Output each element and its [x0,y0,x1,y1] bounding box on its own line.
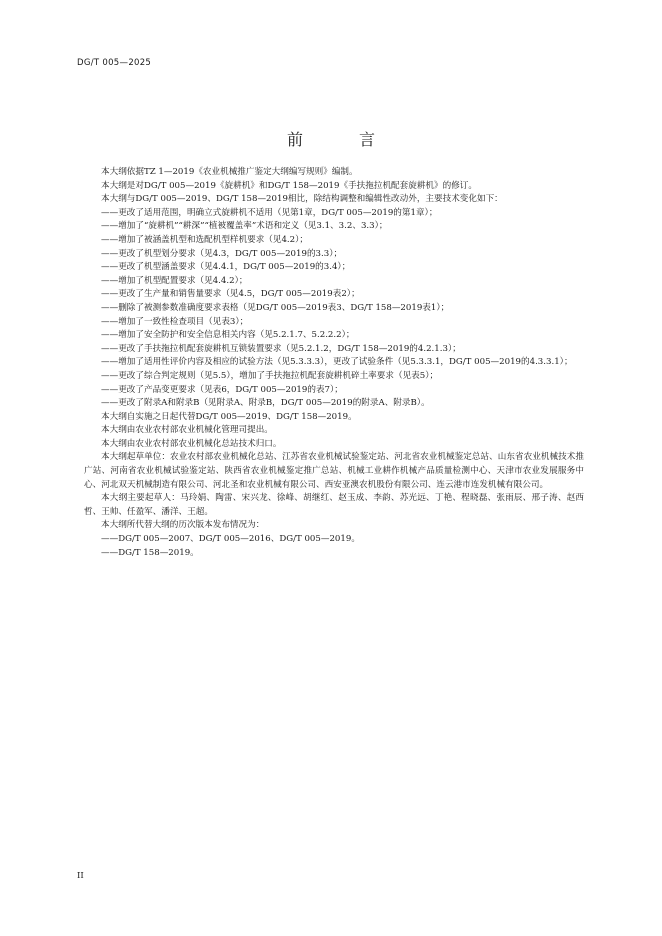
change-list-item: ——更改了产品变更要求（见表6，DG/T 005—2019的表7）； [101,384,343,395]
change-list-item: ——增加了一致性检查项目（见表3）； [101,316,249,327]
foreword-paragraph: 本大纲由农业农村部农业机械化管理司提出。 [101,425,273,436]
foreword-paragraph: 本大纲依据TZ 1—2019《农业机械推广鉴定大纲编写规则》编制。 [101,167,358,177]
change-list-item: ——增加了“旋耕机”“耕深”“植被覆盖率”术语和定义（见3.1、3.2、3.3）； [101,221,388,232]
foreword-paragraph: 本大纲自实施之日起代替DG/T 005—2019、DG/T 158—2019。 [101,411,357,422]
change-list-item: ——更改了手扶拖拉机配套旋耕机互锁装置要求（见5.2.1.2，DG/T 158—2019的4.2.1.3）； [101,343,461,354]
change-list-item: ——更改了适用范围，明确立式旋耕机不适用（见第1章，DG/T 005—2019的第1章）； [101,207,438,218]
change-list-item: ——更改了机型划分要求（见4.3，DG/T 005—2019的3.3）； [101,248,343,259]
change-list-item: ——增加了机型配置要求（见4.4.2）； [101,275,248,286]
change-list-item: ——DG/T 158—2019。 [101,547,199,558]
change-list-item: ——增加了适用性评价内容及相应的试验方法（见5.3.3.3），更改了试验条件（见5.3.3.1，DG/T 005—2019的4.3.3.1）； [101,357,573,368]
foreword-body [84,166,584,560]
change-list-item: ——更改了机型涵盖要求（见4.4.1，DG/T 005—2019的3.4）； [101,262,351,273]
change-list-item: ——删除了被测参数准确度要求表格（见DG/T 005—2019表3、DG/T 158—2019表1）； [101,302,450,313]
change-list-item: ——增加了安全防护和安全信息相关内容（见5.2.1.7、5.2.2.2）； [101,330,355,341]
change-list-item: ——更改了综合判定规则（见5.5），增加了手扶拖拉机配套旋耕机碎土率要求（见表5）； [101,370,439,381]
change-list-item: ——DG/T 005—2007、DG/T 005—2016、DG/T 005—2019。 [101,534,360,545]
foreword-paragraph: 本大纲主要起草人：马玲娟、陶雷、宋兴龙、徐峰、胡继红、赵玉成、李韵、苏光远、丁艳、程晓磊、张雨辰、邢子涛、赵西哲、王帅、任盈军、潘洋、王超。 [84,493,584,517]
foreword-paragraph: 本大纲起草单位：农业农村部农业机械化总站、江苏省农业机械试验鉴定站、河北省农业机械鉴定总站、山东省农业机械技术推广站、河南省农业机械试验鉴定站、陕西省农业机械鉴定推广总站、机械工业耕作机械产品质量检测中心、天津市农业发展服务中心、河北双天机械制造有限公司、河北圣和农业机械有限公司、西安亚澳农机股份有限公司、连云港市连发机械有限公司。 [84,452,584,490]
foreword-paragraph: 本大纲所代替大纲的历次版本发布情况为： [101,520,265,531]
foreword-paragraph: 本大纲是对DG/T 005—2019《旋耕机》和DG/T 158—2019《手扶拖拉机配套旋耕机》的修订。 [101,180,477,191]
foreword-paragraph: 本大纲由农业农村部农业机械化总站技术归口。 [101,438,282,449]
page-title: 前 言 [286,129,395,149]
document-code-header: DG/T 005—2025 [77,58,152,68]
change-list-item: ——更改了附录A和附录B（见附录A、附录B，DG/T 005—2019的附录A、附录B）。 [101,398,430,409]
change-list-item: ——增加了被涵盖机型和选配机型样机要求（见4.2）； [101,234,309,245]
foreword-paragraph: 本大纲与DG/T 005—2019、DG/T 158—2019相比，除结构调整和编辑性改动外，主要技术变化如下： [101,194,503,205]
page-number: II [77,871,84,881]
change-list-item: ——更改了生产量和销售量要求（见4.5，DG/T 005—2019表2）； [101,289,360,300]
